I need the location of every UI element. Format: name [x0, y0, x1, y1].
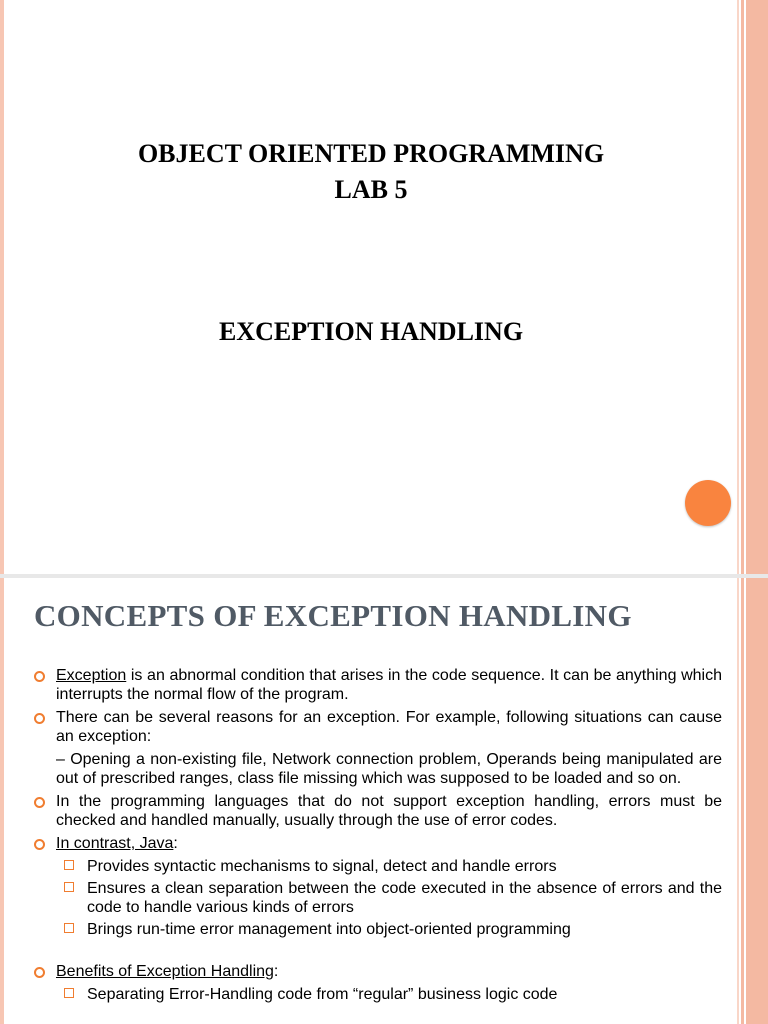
circle-bullet-icon — [34, 671, 45, 682]
left-decor-stripe — [0, 0, 4, 574]
sub-list-item — [34, 879, 722, 917]
item-text: is an abnormal condition that arises in the code sequence. It can be anything which interrupts the normal flow of the program. — [56, 667, 722, 703]
list-item — [34, 834, 722, 853]
square-bullet-icon — [64, 923, 74, 933]
square-bullet-icon — [64, 988, 74, 998]
right-decor-stripe-thin — [737, 578, 739, 1024]
term-in-contrast-java: In contrast, Java — [56, 835, 174, 852]
item-colon: : — [173, 835, 178, 852]
item-colon: : — [273, 963, 279, 980]
sub-list-item — [34, 920, 722, 939]
right-decor-stripe-thin — [737, 0, 739, 574]
list-item — [34, 962, 722, 981]
square-bullet-icon — [64, 860, 74, 870]
left-decor-stripe — [0, 578, 4, 1024]
list-item — [34, 792, 722, 830]
sub-list-item — [34, 985, 722, 1004]
circle-bullet-icon — [34, 967, 45, 978]
list-item — [34, 666, 722, 704]
spacer — [34, 942, 722, 962]
right-decor-stripe-mid — [741, 0, 744, 574]
sub-item-text: Ensures a clean separation between the code executed in the absence of errors and the code to handle various kinds of errors — [87, 880, 722, 916]
list-item-continuation: – Opening a non-existing file, Network connection problem, Operands being manipulated are out of prescribed ranges, class file missing which was supposed to be loaded and so on. — [56, 751, 722, 787]
bullet-list — [34, 666, 722, 1007]
topic-title: EXCEPTION HANDLING — [218, 317, 524, 346]
circle-bullet-icon — [34, 839, 45, 850]
right-decor-stripe-wide — [746, 0, 768, 574]
item-text: In the programming languages that do not support exception handling, errors must be checked and handled manually, usually through the use of error codes. — [56, 793, 722, 829]
term-benefits: Benefits of Exception Handling — [56, 963, 274, 980]
sub-item-text: Provides syntactic mechanisms to signal, detect and handle errors — [87, 858, 557, 875]
lab-number: LAB 5 — [334, 175, 408, 204]
orange-circle-decor — [685, 480, 731, 526]
sub-list-item — [34, 857, 722, 876]
item-text: There can be several reasons for an exception. For example, following situations can cause an exception: — [56, 709, 722, 745]
concepts-slide — [0, 578, 768, 1024]
sub-item-text: Separating Error-Handling code from “regular” business logic code — [87, 986, 558, 1003]
list-item — [34, 708, 722, 746]
right-decor-stripe-wide — [746, 578, 768, 1024]
slide-heading: CONCEPTS OF EXCEPTION HANDLING — [34, 598, 632, 633]
square-bullet-icon — [64, 882, 74, 892]
circle-bullet-icon — [34, 797, 45, 808]
term-exception: Exception — [56, 667, 127, 684]
course-title: OBJECT ORIENTED PROGRAMMING — [137, 139, 605, 168]
sub-item-text: Brings run-time error management into object-oriented programming — [87, 921, 571, 938]
right-decor-stripe-mid — [741, 578, 744, 1024]
circle-bullet-icon — [34, 713, 45, 724]
